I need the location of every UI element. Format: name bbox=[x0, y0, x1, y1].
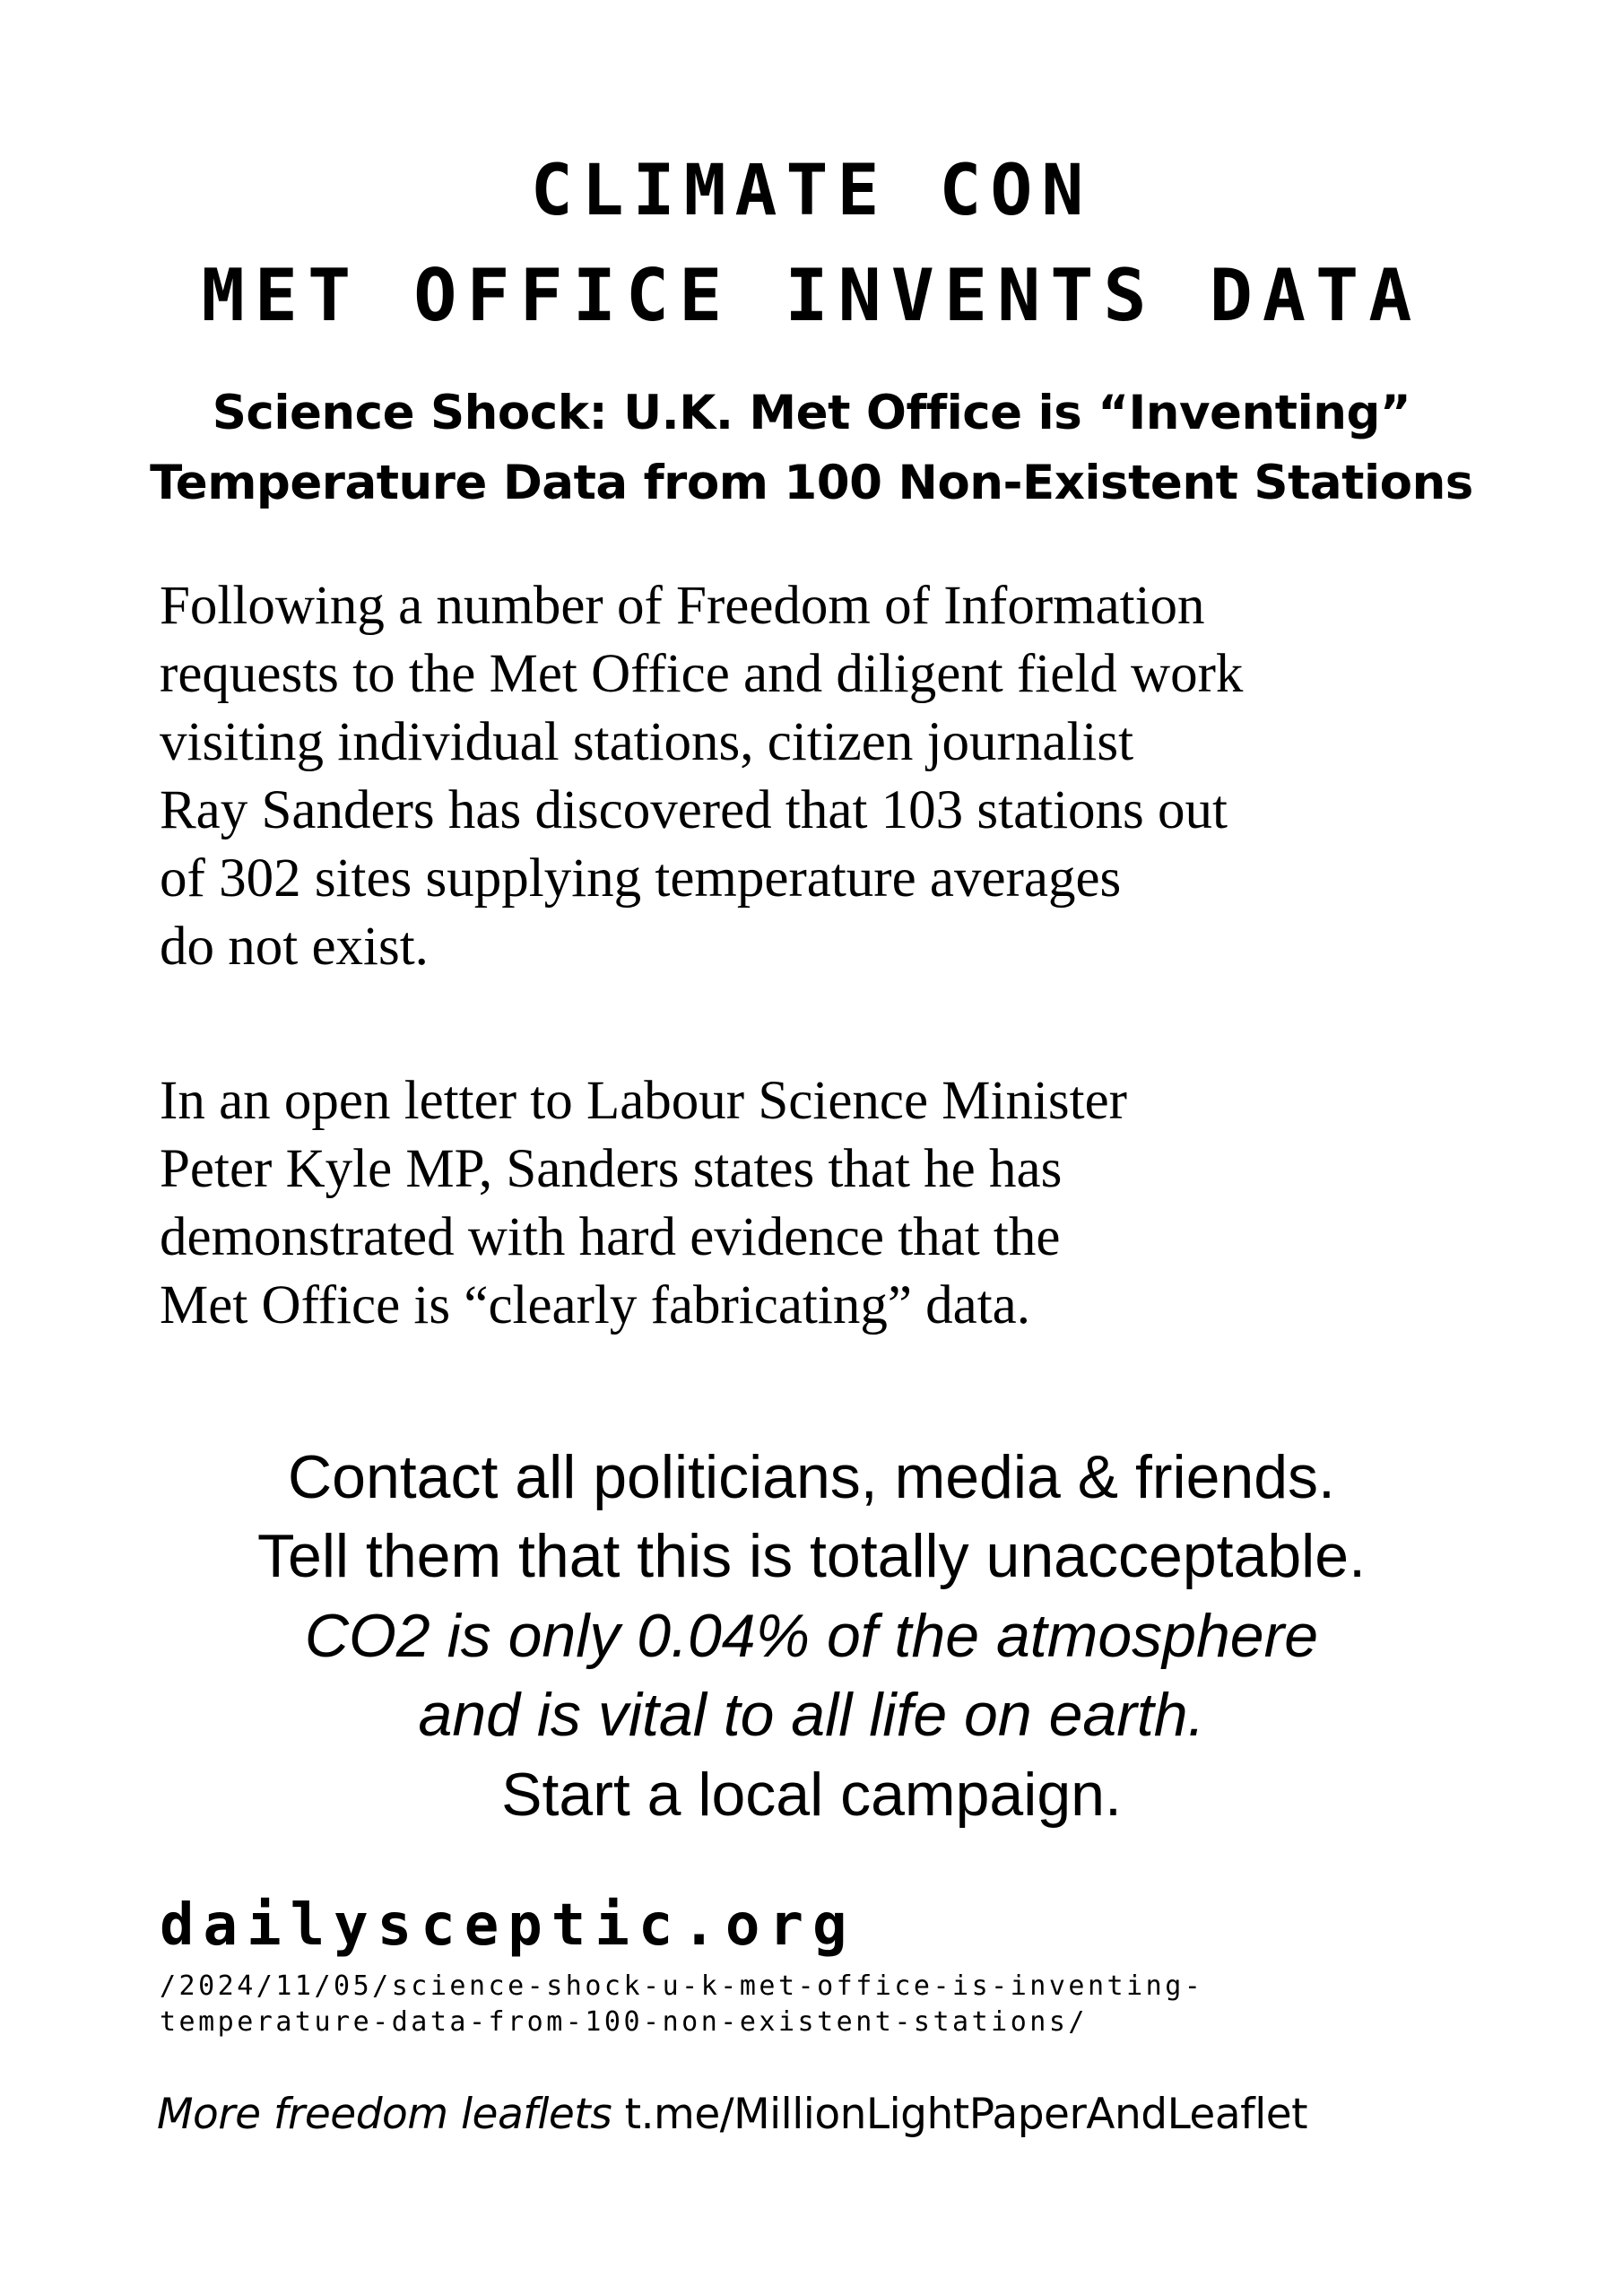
footer bbox=[157, 2090, 1307, 2139]
source-path-line-1: /2024/11/05/science-shock-u-k-met-office-is-inventing- bbox=[160, 1970, 1204, 2002]
paragraph-line: Ray Sanders has discovered that 103 stations out bbox=[160, 780, 1228, 840]
cta-campaign: Start a local campaign. bbox=[501, 1761, 1122, 1829]
subtitle-line-1: Science Shock: U.K. Met Office is “Inventing” bbox=[212, 386, 1411, 440]
subtitle-line-2: Temperature Data from 100 Non-Existent Stations bbox=[150, 456, 1473, 510]
cta-tell-them: Tell them that this is totally unacceptable. bbox=[257, 1522, 1366, 1590]
footer-lead: More freedom leaflets bbox=[157, 2090, 612, 2139]
headline-line-2: MET OFFICE INVENTS DATA bbox=[201, 254, 1422, 337]
paragraph-line: requests to the Met Office and diligent field work bbox=[160, 644, 1244, 704]
source-domain: dailysceptic.org bbox=[160, 1892, 856, 1959]
paragraph-line: Following a number of Freedom of Information bbox=[160, 576, 1205, 636]
paragraph-line: of 302 sites supplying temperature averages bbox=[160, 848, 1122, 909]
cta-co2-fact: CO2 is only 0.04% of the atmosphere bbox=[304, 1602, 1319, 1670]
footer-telegram-link: t.me/MillionLightPaperAndLeaflet bbox=[624, 2090, 1308, 2139]
paragraph-line: demonstrated with hard evidence that the bbox=[160, 1207, 1061, 1267]
cta-co2-fact-cont: and is vital to all life on earth. bbox=[418, 1681, 1205, 1749]
headline-line-1: CLIMATE CON bbox=[530, 151, 1093, 231]
paragraph-open-letter bbox=[160, 1067, 1127, 1340]
paragraph-line: In an open letter to Labour Science Minister bbox=[160, 1071, 1127, 1131]
source-path-line-2: temperature-data-from-100-non-existent-stations/ bbox=[160, 2006, 1088, 2038]
paragraph-findings bbox=[160, 572, 1243, 981]
paragraph-line: Peter Kyle MP, Sanders states that he has bbox=[160, 1139, 1063, 1199]
paragraph-line: do not exist. bbox=[160, 917, 429, 977]
paragraph-line: visiting individual stations, citizen journalist bbox=[160, 712, 1134, 772]
paragraph-line: Met Office is “clearly fabricating” data. bbox=[160, 1275, 1030, 1335]
cta-contact: Contact all politicians, media & friends. bbox=[288, 1443, 1335, 1511]
